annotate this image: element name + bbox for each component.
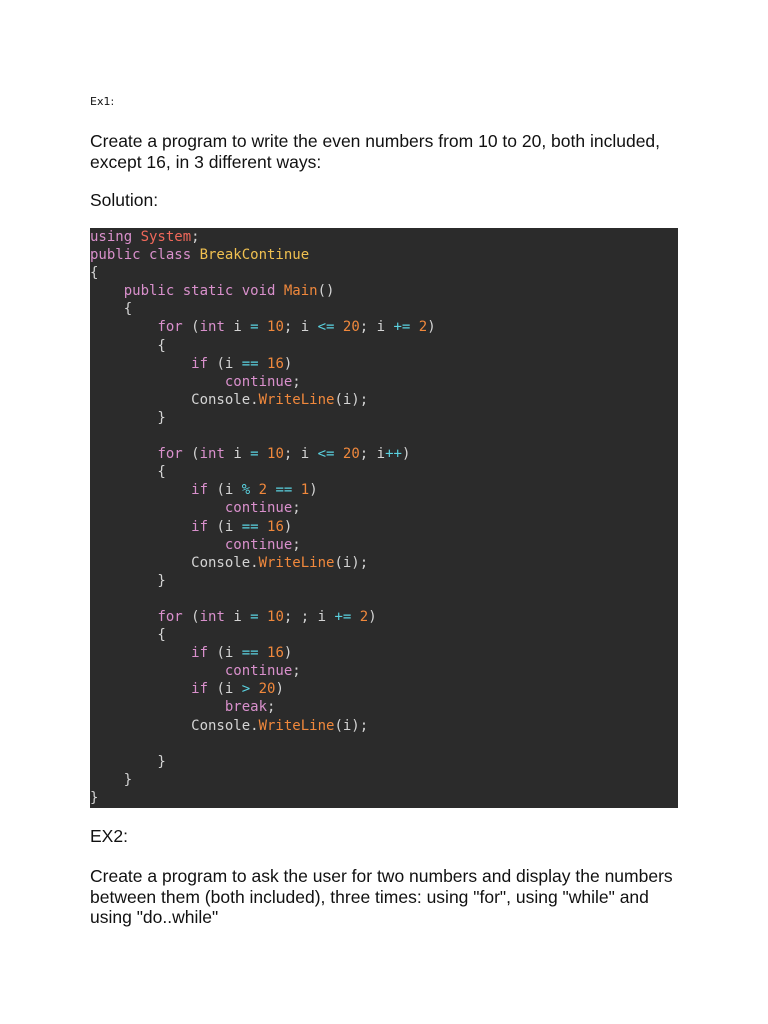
- code-line: [90, 789, 678, 807]
- code-token-code-text: [259, 319, 267, 335]
- code-token-operator: +=: [393, 319, 411, 336]
- code-token-number-literal: 10: [267, 446, 284, 463]
- code-token-code-text: }: [90, 753, 166, 770]
- code-token-keyword: break: [224, 699, 268, 716]
- code-token-number-literal: 20: [342, 446, 360, 463]
- code-token-keyword: int: [199, 608, 234, 625]
- code-token-operator: >: [241, 681, 251, 698]
- code-token-code-text: [250, 681, 258, 697]
- code-token-code-text: [334, 319, 342, 335]
- code-token-keyword: continue: [224, 663, 293, 680]
- code-token-code-text: [90, 609, 157, 625]
- code-token-code-text: ): [427, 319, 436, 336]
- code-token-code-text: {: [90, 464, 166, 481]
- code-token-code-text: {: [90, 627, 166, 644]
- code-line: [90, 228, 678, 246]
- code-token-code-text: ; ; i: [283, 608, 335, 625]
- code-line: [90, 698, 678, 716]
- code-token-method-name: WriteLine: [258, 391, 335, 408]
- code-token-operator: ==: [241, 645, 259, 662]
- code-token-code-text: (: [191, 446, 200, 463]
- code-token-code-text: [250, 482, 258, 498]
- code-token-keyword: int: [199, 319, 234, 336]
- code-line: [90, 608, 678, 626]
- code-token-code-text: ; i: [283, 319, 318, 336]
- code-token-code-text: [259, 609, 267, 625]
- code-token-identifier: i: [233, 446, 251, 463]
- code-line: [90, 518, 678, 536]
- code-token-identifier: i: [233, 608, 251, 625]
- code-line: [90, 355, 678, 373]
- code-token-code-text: ): [368, 608, 377, 625]
- code-token-code-text: [90, 500, 225, 516]
- code-token-keyword: public class: [90, 247, 200, 264]
- code-token-code-text: {: [90, 265, 99, 282]
- exercise-2-description: Create a program to ask the user for two numbers and display the numbers between them (both included), three times: using "for", using "while" and using "do..while": [90, 866, 673, 927]
- code-line: [90, 626, 678, 644]
- code-line: [90, 735, 678, 753]
- code-token-identifier: i: [233, 319, 251, 336]
- code-token-code-text: [351, 609, 359, 625]
- code-line: [90, 427, 678, 445]
- code-token-code-text: ; i: [359, 319, 394, 336]
- code-token-code-text: (i: [216, 482, 242, 499]
- code-block: [90, 228, 678, 808]
- code-token-code-text: ; i: [359, 446, 386, 463]
- code-token-code-text: ;: [292, 500, 301, 517]
- code-line: [90, 264, 678, 282]
- code-token-method-name: Main: [283, 283, 318, 300]
- code-token-operator: <=: [317, 446, 335, 463]
- code-line: [90, 572, 678, 590]
- code-token-code-text: }: [90, 771, 133, 788]
- code-token-keyword: continue: [224, 373, 293, 390]
- code-token-number-literal: 20: [258, 681, 276, 698]
- exercise-2-heading: EX2:: [90, 826, 128, 846]
- code-token-operator: <=: [317, 319, 335, 336]
- code-line: [90, 318, 678, 336]
- code-token-code-text: [410, 319, 418, 335]
- code-token-code-text: [259, 446, 267, 462]
- code-token-operator: ==: [241, 355, 259, 372]
- code-token-code-text: [90, 681, 191, 697]
- code-token-number-literal: 20: [342, 319, 360, 336]
- code-token-code-text: (i);: [334, 391, 369, 408]
- code-token-operator: +=: [334, 608, 352, 625]
- code-line: [90, 644, 678, 662]
- code-token-keyword: if: [191, 482, 217, 499]
- code-token-code-text: ; i: [283, 446, 318, 463]
- code-token-code-text: }: [90, 789, 99, 806]
- code-token-code-text: [259, 645, 267, 661]
- exercise-1-heading: Ex1:: [90, 95, 115, 108]
- code-line: [90, 536, 678, 554]
- code-token-keyword: for: [157, 608, 192, 625]
- code-token-code-text: [90, 519, 191, 535]
- code-token-code-text: [90, 537, 225, 553]
- code-token-code-text: ;: [191, 229, 200, 245]
- code-token-operator: =: [250, 319, 259, 336]
- code-token-number-literal: 16: [267, 518, 284, 535]
- code-token-keyword: for: [157, 319, 192, 336]
- code-token-number-literal: 2: [258, 482, 268, 499]
- code-token-code-text: ;: [292, 373, 301, 390]
- code-token-keyword: if: [191, 518, 217, 535]
- code-line: [90, 481, 678, 499]
- code-line: [90, 300, 678, 318]
- code-token-code-text: {: [90, 337, 166, 354]
- code-token-code-text: ;: [267, 699, 276, 716]
- code-token-code-text: [90, 283, 124, 299]
- code-token-keyword: int: [199, 446, 234, 463]
- code-token-number-literal: 16: [267, 645, 284, 662]
- code-line: [90, 753, 678, 771]
- code-token-code-text: (i: [216, 518, 242, 535]
- code-line: [90, 662, 678, 680]
- code-line: [90, 463, 678, 481]
- code-token-number-literal: 10: [267, 319, 284, 336]
- code-token-code-text: (i);: [334, 554, 369, 571]
- code-token-code-text: [90, 663, 225, 679]
- code-token-code-text: (i: [216, 355, 242, 372]
- code-token-code-text: [292, 482, 300, 498]
- code-line: [90, 282, 678, 300]
- code-token-method-name: WriteLine: [258, 554, 335, 571]
- code-token-code-text: Console.: [90, 717, 259, 734]
- code-line: [90, 409, 678, 427]
- code-token-code-text: ): [275, 681, 284, 698]
- code-token-code-text: [334, 446, 342, 462]
- code-token-code-text: (: [191, 319, 200, 336]
- code-line: [90, 391, 678, 409]
- code-line: [90, 499, 678, 517]
- code-token-code-text: [90, 356, 191, 372]
- code-token-code-text: (i: [216, 645, 242, 662]
- code-token-code-text: [90, 645, 191, 661]
- code-token-keyword: for: [157, 446, 192, 463]
- code-line: [90, 337, 678, 355]
- code-token-code-text: ): [309, 482, 318, 499]
- code-token-operator: =: [250, 446, 259, 463]
- code-line: [90, 717, 678, 735]
- code-token-code-text: ;: [292, 663, 301, 680]
- code-token-code-text: Console.: [90, 391, 259, 408]
- code-line: [90, 445, 678, 463]
- code-token-code-text: }: [90, 572, 166, 589]
- code-line: [90, 680, 678, 698]
- code-token-operator: =: [250, 608, 259, 625]
- code-token-code-text: [90, 446, 157, 462]
- code-line: [90, 373, 678, 391]
- code-token-number-literal: 2: [359, 608, 369, 625]
- code-token-class-name: BreakContinue: [199, 247, 310, 264]
- code-token-code-text: ): [283, 645, 293, 662]
- code-token-operator: ==: [275, 482, 293, 499]
- code-token-code-text: {: [90, 301, 133, 318]
- code-token-code-text: [259, 519, 267, 535]
- code-token-number-literal: 16: [267, 355, 284, 372]
- code-token-code-text: (): [317, 283, 335, 300]
- solution-label: Solution:: [90, 190, 159, 210]
- code-token-method-name: WriteLine: [258, 717, 335, 734]
- code-token-keyword: using: [90, 229, 141, 245]
- code-token-code-text: [267, 482, 275, 498]
- code-token-number-literal: 2: [418, 319, 428, 336]
- exercise-1-description: Create a program to write the even numbers from 10 to 20, both included, except 16, in 3 different ways:: [90, 131, 661, 172]
- code-line: [90, 554, 678, 572]
- code-token-number-literal: 10: [267, 608, 284, 625]
- code-token-code-text: [90, 482, 191, 498]
- code-token-operator: %: [241, 482, 251, 499]
- code-token-code-text: ;: [292, 536, 301, 553]
- code-token-code-text: (i);: [334, 717, 369, 734]
- code-token-number-literal: 1: [300, 482, 310, 499]
- code-line: [90, 771, 678, 789]
- code-token-keyword: public static void: [123, 283, 284, 300]
- code-token-keyword: continue: [224, 536, 293, 553]
- code-token-code-text: [90, 319, 157, 335]
- code-token-code-text: (: [191, 608, 200, 625]
- code-token-operator: ==: [241, 518, 259, 535]
- code-line: [90, 246, 678, 264]
- code-token-code-text: ): [283, 355, 293, 372]
- code-token-code-text: }: [90, 409, 166, 426]
- code-token-code-text: Console.: [90, 554, 259, 571]
- code-token-keyword: if: [191, 645, 217, 662]
- code-token-code-text: ): [401, 446, 411, 463]
- code-token-code-text: [259, 356, 267, 372]
- code-token-code-text: [90, 699, 225, 715]
- code-token-keyword: continue: [224, 500, 293, 517]
- code-token-keyword: if: [191, 681, 217, 698]
- code-line: [90, 590, 678, 608]
- code-token-code-text: (i: [216, 681, 242, 698]
- code-token-code-text: ): [283, 518, 293, 535]
- code-token-namespace: System: [140, 229, 192, 245]
- code-token-operator: ++: [385, 446, 402, 463]
- code-token-keyword: if: [191, 355, 217, 372]
- code-token-code-text: [90, 374, 225, 390]
